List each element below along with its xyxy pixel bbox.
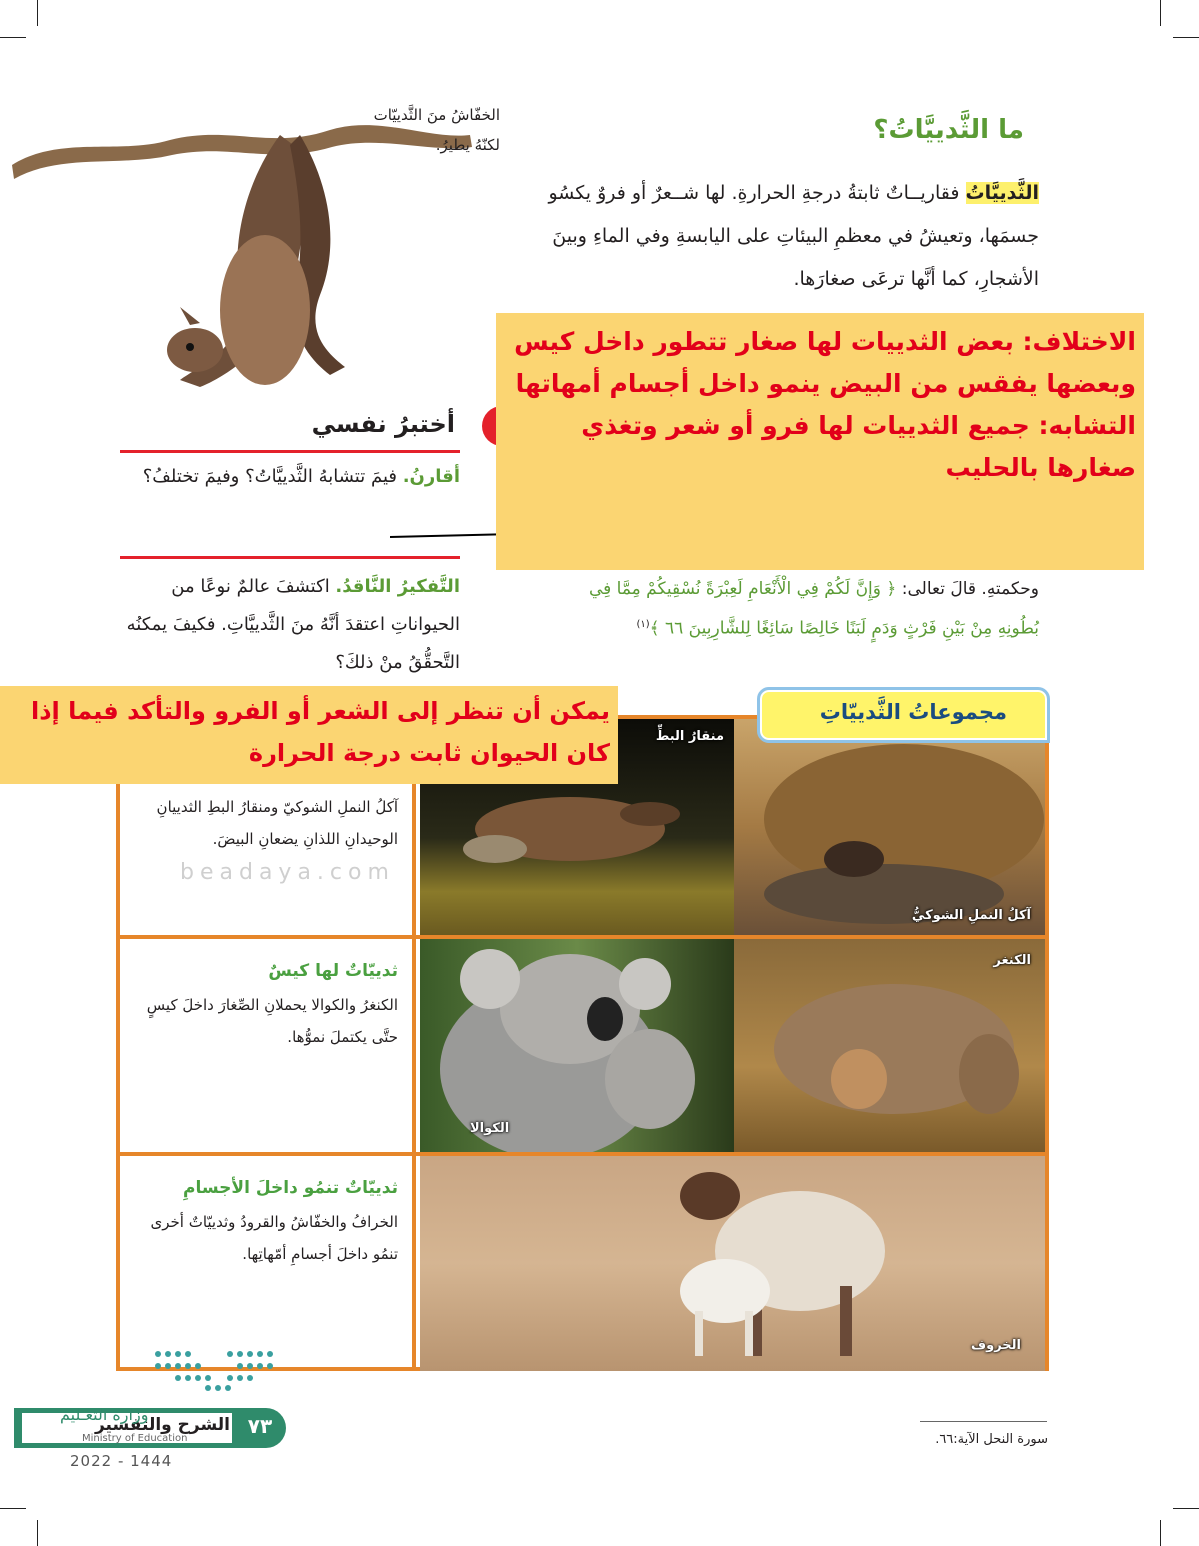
crop-mark	[0, 37, 26, 38]
self-test-title: أختبرُ نفسي	[311, 410, 455, 438]
footnote: سورة النحل الآية:٦٦.	[935, 1432, 1048, 1447]
sheep-image	[420, 1156, 1045, 1371]
question-text: فيمَ تتشابهُ الثَّدييَّاتُ؟ وفيمَ تختلفُ؟	[142, 466, 403, 487]
question-keyword: أقارنُ.	[402, 466, 460, 487]
image-label: آكلُ النملِ الشوكيُّ	[911, 908, 1031, 923]
image-label: منقارُ البطِّ	[655, 729, 724, 744]
question-keyword: التَّفكيرُ النَّاقدُ.	[335, 576, 460, 597]
term-highlight: الثَّدييَّاتُ	[965, 182, 1039, 204]
watermark: beadaya.com	[180, 860, 395, 885]
verse-text: ﴿ وَإِنَّ لَكُمْ فِي الْأَنْعَامِ لَعِبْرَةً نُسْقِيكُمْ مِمَّا فِي	[588, 579, 897, 599]
ministry-name-en: Ministry of Education	[82, 1433, 188, 1444]
verse-line	[536, 570, 1039, 608]
group-title: ثدييّاتٌ تنمُو داخلَ الأجسامِ	[183, 1178, 398, 1198]
crop-mark	[1160, 1520, 1161, 1546]
callout-difference: الاختلاف: بعض الثدييات لها صغار تتطور داخل كيس وبعضها يفقس من البيض ينمو داخل أجسام أمهاتها	[514, 327, 1136, 398]
mammal-groups-table	[116, 715, 1049, 1371]
table-row	[120, 1156, 1045, 1371]
crop-mark	[1160, 0, 1161, 26]
answer-callout-verify	[0, 686, 618, 784]
intro-paragraph	[536, 172, 1039, 301]
question-compare	[118, 460, 460, 493]
divider	[120, 556, 460, 559]
image-label: الكوالا	[470, 1121, 510, 1136]
ministry-name-ar: وزارة التعـليم	[60, 1405, 149, 1424]
bat-caption-line: الخفّاشُ منَ الثَّدييّات	[373, 106, 500, 124]
group-text-cell	[120, 939, 416, 1152]
group-title: ثدييّاتٌ لها كيسٌ	[268, 961, 398, 981]
crop-mark	[0, 1508, 26, 1509]
kangaroo-image	[734, 939, 1045, 1152]
verse-line	[536, 606, 1039, 648]
bat-caption	[300, 100, 500, 160]
question-text: اكتشفَ عالمٌ نوعًا من الحيواناتِ اعتقدَ أنَّهُ منَ الثَّدييَّاتِ. فكيفَ يمكنُه التَّحقُّقُ منْ ذلكَ؟	[126, 576, 460, 673]
koala-image	[420, 939, 734, 1152]
verse-lead: وحكمتهِ. قالَ تعالى:	[896, 579, 1039, 599]
callout-verify-text: يمكن أن تنظر إلى الشعر أو الفرو والتأكد فيما إذا كان الحيوان ثابت درجة الحرارة	[30, 697, 610, 767]
footer-subject: الشرح والتفسير	[94, 1415, 230, 1435]
page-number: ٧٣	[247, 1414, 273, 1438]
crop-mark	[1173, 1508, 1199, 1509]
footnote-marker: (١)	[636, 619, 650, 630]
crop-mark	[37, 0, 38, 26]
crop-mark	[37, 1520, 38, 1546]
image-label: الكنغر	[993, 953, 1031, 968]
intro-text: فقاريــاتٌ ثابتةُ درجةِ الحرارةِ. لها شــعرٌ أو فروٌ يكسُو جسمَها، وتعيشُ في معظمِ البيئاتِ على اليابسةِ وفي الماءِ وبينَ الأشجارِ، كما أنَّها ترعَى صغارَها.	[548, 182, 1039, 290]
image-label: الخروف	[971, 1338, 1021, 1353]
echidna-image	[734, 719, 1045, 935]
bat-caption-line: لكنّهُ يطيرُ.	[435, 136, 500, 154]
groups-tab	[757, 687, 1050, 743]
groups-tab-title: مجموعاتُ الثَّدييّاتِ	[819, 700, 1007, 724]
section-title: ما الثَّدييَّاتُ؟	[873, 115, 1024, 145]
ministry-logo-dots	[150, 1346, 282, 1392]
answer-callout-compare	[496, 313, 1144, 570]
footnote-divider	[920, 1421, 1047, 1422]
callout-similarity: التشابه: جميع الثدييات لها فرو أو شعر وتغذي صغارها بالحليب	[581, 411, 1136, 482]
group-body: الكنغرُ والكوالا يحملانِ الصِّغارَ داخلَ كيسٍ حتَّى يكتملَ نموُّها.	[146, 996, 398, 1046]
footer-year: 2022 - 1444	[70, 1452, 173, 1470]
crop-mark	[1173, 37, 1199, 38]
divider	[120, 450, 460, 453]
question-critical-thinking	[118, 568, 460, 682]
group-text-cell	[120, 1156, 416, 1371]
verse-text: بُطُونِهِ مِنْ بَيْنِ فَرْثٍ وَدَمٍ لَبَنًا خَالِصًا سَائِغًا لِلشَّارِبِينَ ٦٦ ﴾	[649, 618, 1039, 639]
group-body: آكلُ النملِ الشوكيّ ومنقارُ البطِ الثدييانِ الوحيدانِ اللذانِ يضعانِ البيضَ.	[156, 798, 398, 848]
table-row	[120, 939, 1045, 1156]
group-body: الخرافُ والخفّاشُ والقرودُ وثدييّاتٌ أخرى تنمُو داخلَ أجسامِ أمّهاتِها.	[150, 1213, 398, 1263]
